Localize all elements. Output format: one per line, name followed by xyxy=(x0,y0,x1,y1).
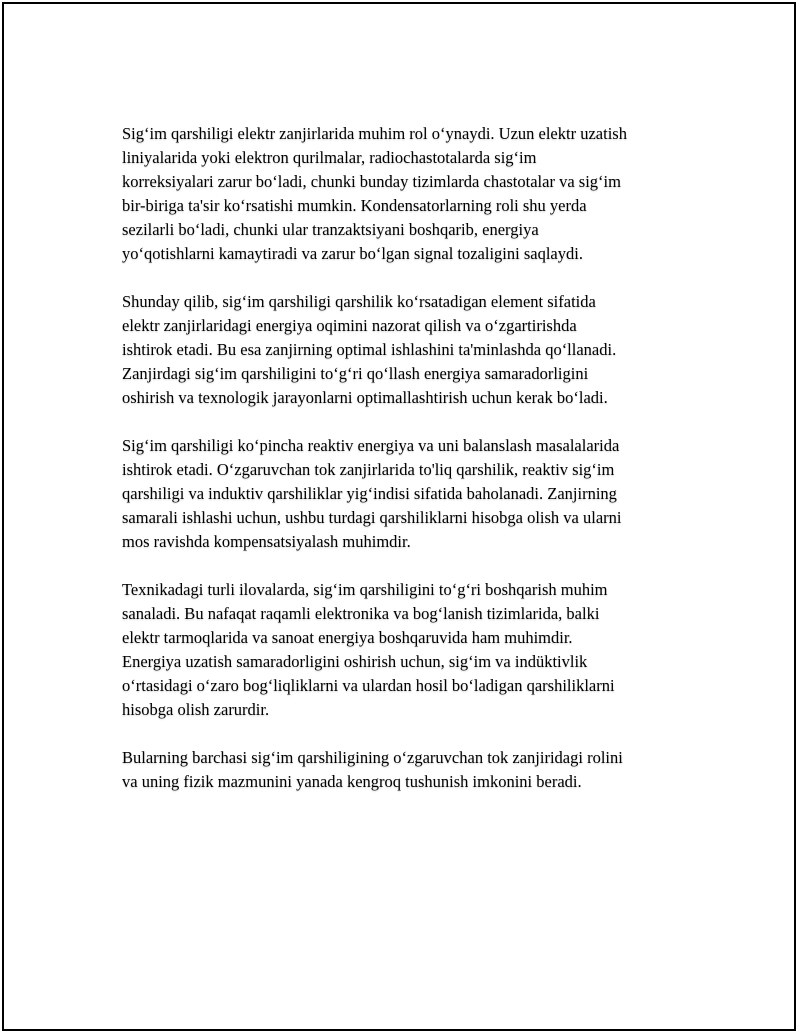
text-line: liniyalarida yoki elektron qurilmalar, radiochastotalarda sig‘im xyxy=(122,148,537,167)
paragraph-2 xyxy=(122,290,702,410)
paragraph-5 xyxy=(122,746,702,794)
text-line: mos ravishda kompensatsiyalash muhimdir. xyxy=(122,532,411,551)
text-line: bir-biriga ta'sir ko‘rsatishi mumkin. Kondensatorlarning roli shu yerda xyxy=(122,196,587,215)
text-line: sanaladi. Bu nafaqat raqamli elektronika va bog‘lanish tizimlarida, balki xyxy=(122,604,600,623)
text-line: Shunday qilib, sig‘im qarshiligi qarshilik ko‘rsatadigan element sifatida xyxy=(122,292,596,311)
text-line: hisobga olish zarurdir. xyxy=(122,700,270,719)
text-line: elektr zanjirlaridagi energiya oqimini nazorat qilish va o‘zgartirishda xyxy=(122,316,577,335)
text-line: Sig‘im qarshiligi elektr zanjirlarida muhim rol o‘ynaydi. Uzun elektr uzatish xyxy=(122,124,627,143)
text-line: elektr tarmoqlarida va sanoat energiya boshqaruvida ham muhimdir. xyxy=(122,628,573,647)
text-line: sezilarli bo‘ladi, chunki ular tranzaktsiyani boshqarib, energiya xyxy=(122,220,539,239)
text-line: korreksiyalari zarur bo‘ladi, chunki bunday tizimlarda chastotalar va sig‘im xyxy=(122,172,621,191)
text-line: Sig‘im qarshiligi ko‘pincha reaktiv energiya va uni balanslash masalalarida xyxy=(122,436,620,455)
text-line: Bularning barchasi sig‘im qarshiligining o‘zgaruvchan tok zanjiridagi rolini xyxy=(122,748,623,767)
paragraph-4 xyxy=(122,578,702,722)
text-line: oshirish va texnologik jarayonlarni optimallashtirish uchun kerak bo‘ladi. xyxy=(122,388,608,407)
text-line: Zanjirdagi sig‘im qarshiligini to‘g‘ri qo‘llash energiya samaradorligini xyxy=(122,364,589,383)
text-line: ishtirok etadi. O‘zgaruvchan tok zanjirlarida to'liq qarshilik, reaktiv sig‘im xyxy=(122,460,615,479)
text-line: yo‘qotishlarni kamaytiradi va zarur bo‘lgan signal tozaligini saqlaydi. xyxy=(122,244,583,263)
paragraph-1 xyxy=(122,122,702,266)
paragraph-3 xyxy=(122,434,702,554)
text-line: va uning fizik mazmunini yanada kengroq tushunish imkonini beradi. xyxy=(122,772,582,791)
document-body xyxy=(122,122,702,818)
text-line: o‘rtasidagi o‘zaro bog‘liqliklarni va ulardan hosil bo‘ladigan qarshiliklarni xyxy=(122,676,615,695)
text-line: qarshiligi va induktiv qarshiliklar yig‘indisi sifatida baholanadi. Zanjirning xyxy=(122,484,617,503)
text-line: Energiya uzatish samaradorligini oshirish uchun, sig‘im va indüktivlik xyxy=(122,652,588,671)
text-line: ishtirok etadi. Bu esa zanjirning optimal ishlashini ta'minlashda qo‘llanadi. xyxy=(122,340,617,359)
text-line: Texnikadagi turli ilovalarda, sig‘im qarshiligini to‘g‘ri boshqarish muhim xyxy=(122,580,608,599)
page-border xyxy=(2,2,796,1031)
text-line: samarali ishlashi uchun, ushbu turdagi qarshiliklarni hisobga olish va ularni xyxy=(122,508,622,527)
